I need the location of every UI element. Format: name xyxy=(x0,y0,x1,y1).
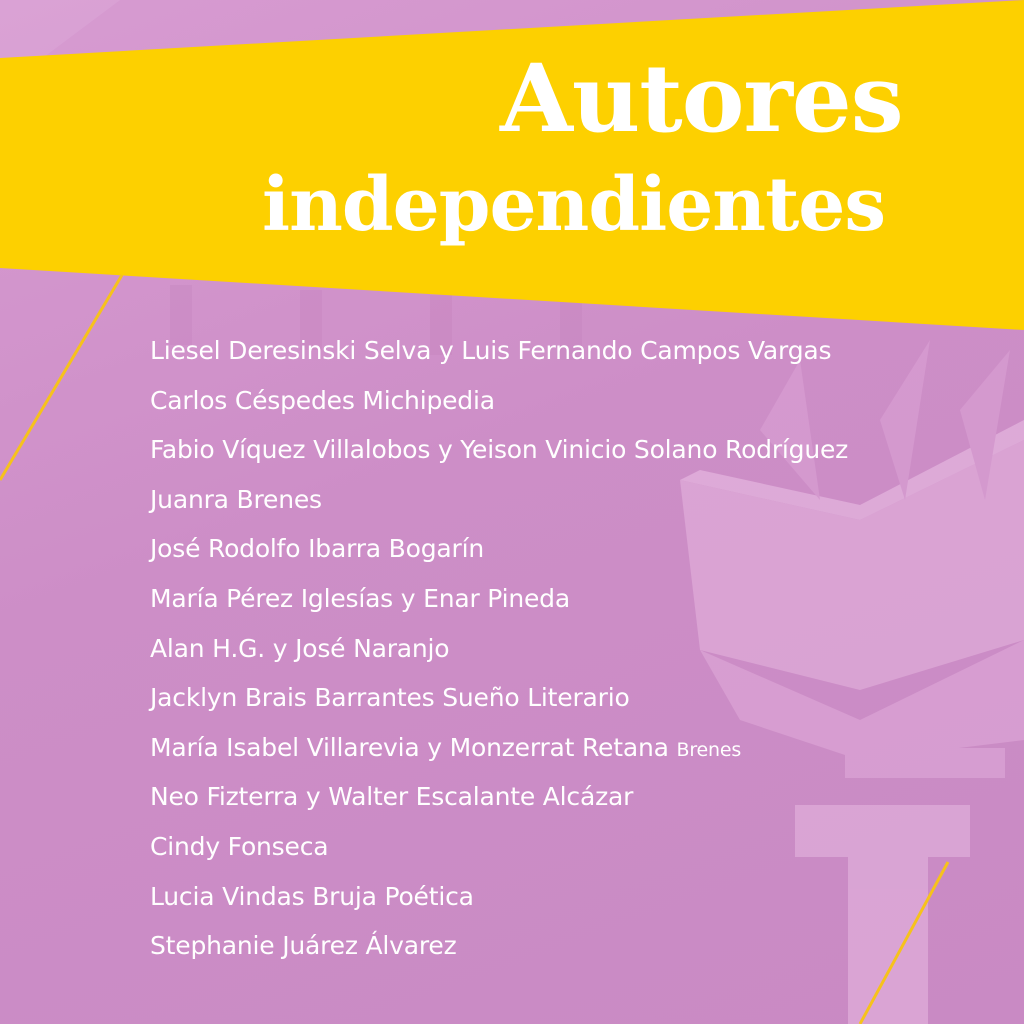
author-item: Stephanie Juárez Álvarez xyxy=(150,931,457,961)
author-item: Lucia Vindas Bruja Poética xyxy=(150,881,474,911)
author-item: José Rodolfo Ibarra Bogarín xyxy=(150,534,484,564)
author-item: María Pérez Iglesías y Enar Pineda xyxy=(150,583,570,613)
author-item: Alan H.G. y José Naranjo xyxy=(150,633,450,663)
accent-line-left xyxy=(0,275,122,480)
author-item: Jacklyn Brais Barrantes Sueño Literario xyxy=(150,683,630,713)
author-suffix-small: Brenes xyxy=(676,738,742,761)
author-item: Neo Fizterra y Walter Escalante Alcázar xyxy=(150,782,634,812)
author-item: Cindy Fonseca xyxy=(150,831,329,861)
author-item: Liesel Deresinski Selva y Luis Fernando Campos Vargas xyxy=(150,336,832,365)
title-line-2: independientes xyxy=(262,162,886,248)
author-item: Fabio Víquez Villalobos y Yeison Vinicio Solano Rodríguez xyxy=(150,435,849,465)
author-item: Carlos Céspedes Michipedia xyxy=(150,385,495,415)
author-item: Juanra Brenes xyxy=(150,484,322,514)
author-item: María Isabel Villarevia y Monzerrat Retana Brenes xyxy=(150,732,742,762)
title-line-1: Autores xyxy=(500,44,903,154)
author-list xyxy=(150,326,970,971)
